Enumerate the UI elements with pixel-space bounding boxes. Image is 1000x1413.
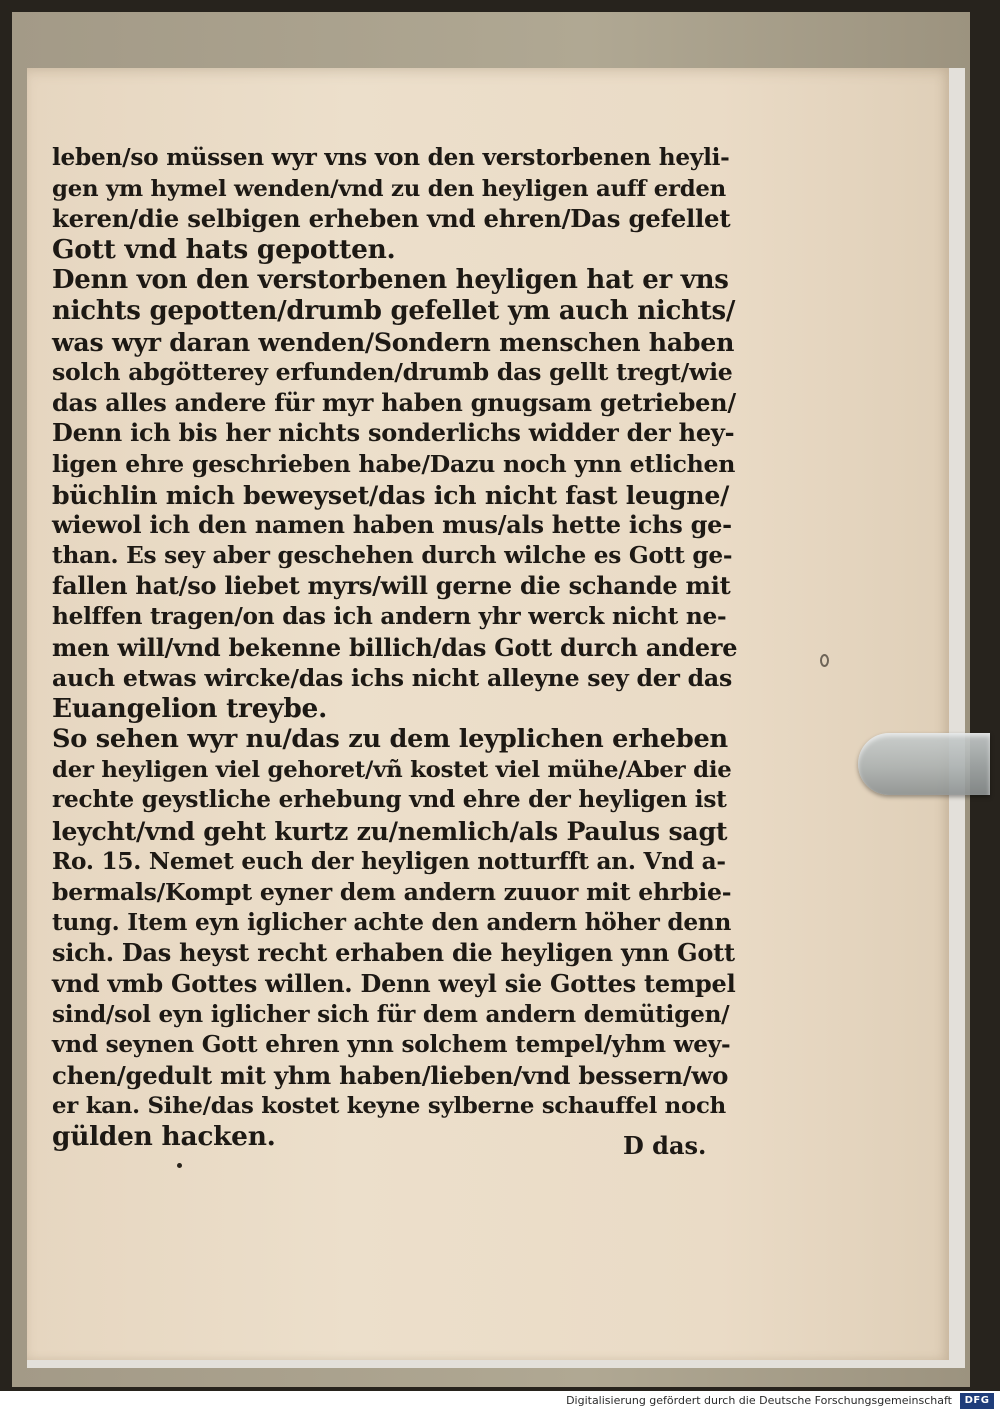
text-line: bermals/Kompt eyner dem andern zuuor mit ehrbie- xyxy=(52,878,732,907)
text-line: Gott vnd hats gepotten. xyxy=(52,233,396,265)
text-line: sich. Das heyst recht erhaben die heyligen ynn Gott xyxy=(52,938,735,968)
text-line: vnd vmb Gottes willen. Denn weyl sie Gottes tempel xyxy=(52,969,736,999)
catchword: D das. xyxy=(623,1131,707,1160)
text-line: chen/gedult mit yhm haben/lieben/vnd bessern/wo xyxy=(52,1060,729,1090)
dfg-logo-icon: DFG xyxy=(960,1393,994,1409)
text-line: gen ym hymel wenden/vnd zu den heyligen auff erden xyxy=(52,175,726,202)
text-line: was wyr daran wenden/Sondern menschen haben xyxy=(52,326,735,357)
text-line: auch etwas wircke/das ichs nicht alleyne sey der das xyxy=(52,664,732,693)
text-line: Denn von den verstorbenen heyligen hat er vns xyxy=(52,265,729,296)
text-line: er kan. Sihe/das kostet keyne sylberne schauffel noch xyxy=(52,1093,726,1120)
text-line: Euangelion treybe. xyxy=(52,692,328,724)
text-line: das alles andere für myr haben gnugsam getrieben/ xyxy=(52,387,736,417)
text-line: men will/vnd bekenne billich/das Gott durch andere xyxy=(52,632,738,662)
book-page xyxy=(27,68,949,1360)
backing-board xyxy=(12,12,970,1387)
text-line: tung. Item eyn iglicher achte den andern höher denn xyxy=(52,908,732,936)
text-line: fallen hat/so liebet myrs/will gerne die schande mit xyxy=(52,571,731,601)
text-line: rechte geystliche erhebung vnd ehre der heyligen ist xyxy=(52,786,727,814)
text-line: leben/so müssen wyr vns von den verstorbenen heyli- xyxy=(52,144,730,171)
text-line: Denn ich bis her nichts sonderlichs widder der hey- xyxy=(52,418,735,448)
text-line: Ro. 15. Nemet euch der heyligen notturfft an. Vnd a- xyxy=(52,847,726,875)
text-line: wiewol ich den namen haben mus/als hette ichs ge- xyxy=(52,510,732,540)
text-line: gülden hacken. xyxy=(52,1121,276,1152)
text-line: büchlin mich beweyset/das ich nicht fast leugne/ xyxy=(52,479,730,510)
page-body-text xyxy=(52,143,737,1153)
ink-speck xyxy=(177,1163,182,1168)
glass-clip xyxy=(858,733,990,795)
text-line: keren/die selbigen erheben vnd ehren/Das gefellet xyxy=(52,204,731,234)
text-line: der heyligen viel gehoret/vñ kostet viel mühe/Aber die xyxy=(52,756,732,783)
text-line: nichts gepotten/drumb gefellet ym auch nichts/ xyxy=(52,295,736,326)
text-line: solch abgötterey erfunden/drumb das gellt tregt/wie xyxy=(52,358,733,387)
text-line: So sehen wyr nu/das zu dem leyplichen erheben xyxy=(52,724,728,755)
text-line: sind/sol eyn iglicher sich für dem andern demütigen/ xyxy=(52,1000,730,1028)
footer-bar xyxy=(0,1391,1000,1413)
text-line: vnd seynen Gott ehren ynn solchem tempel/yhm wey- xyxy=(52,1031,731,1059)
text-line: helffen tragen/on das ich andern yhr werck nicht ne- xyxy=(52,602,727,630)
binding-hole-icon xyxy=(820,654,829,667)
footer-credit: Digitalisierung gefördert durch die Deutsche Forschungsgemeinschaft xyxy=(566,1394,952,1407)
text-line: leycht/vnd geht kurtz zu/nemlich/als Paulus sagt xyxy=(52,816,728,847)
text-line: ligen ehre geschrieben habe/Dazu noch ynn etlichen xyxy=(52,449,736,478)
text-line: than. Es sey aber geschehen durch wilche es Gott ge- xyxy=(52,541,733,569)
